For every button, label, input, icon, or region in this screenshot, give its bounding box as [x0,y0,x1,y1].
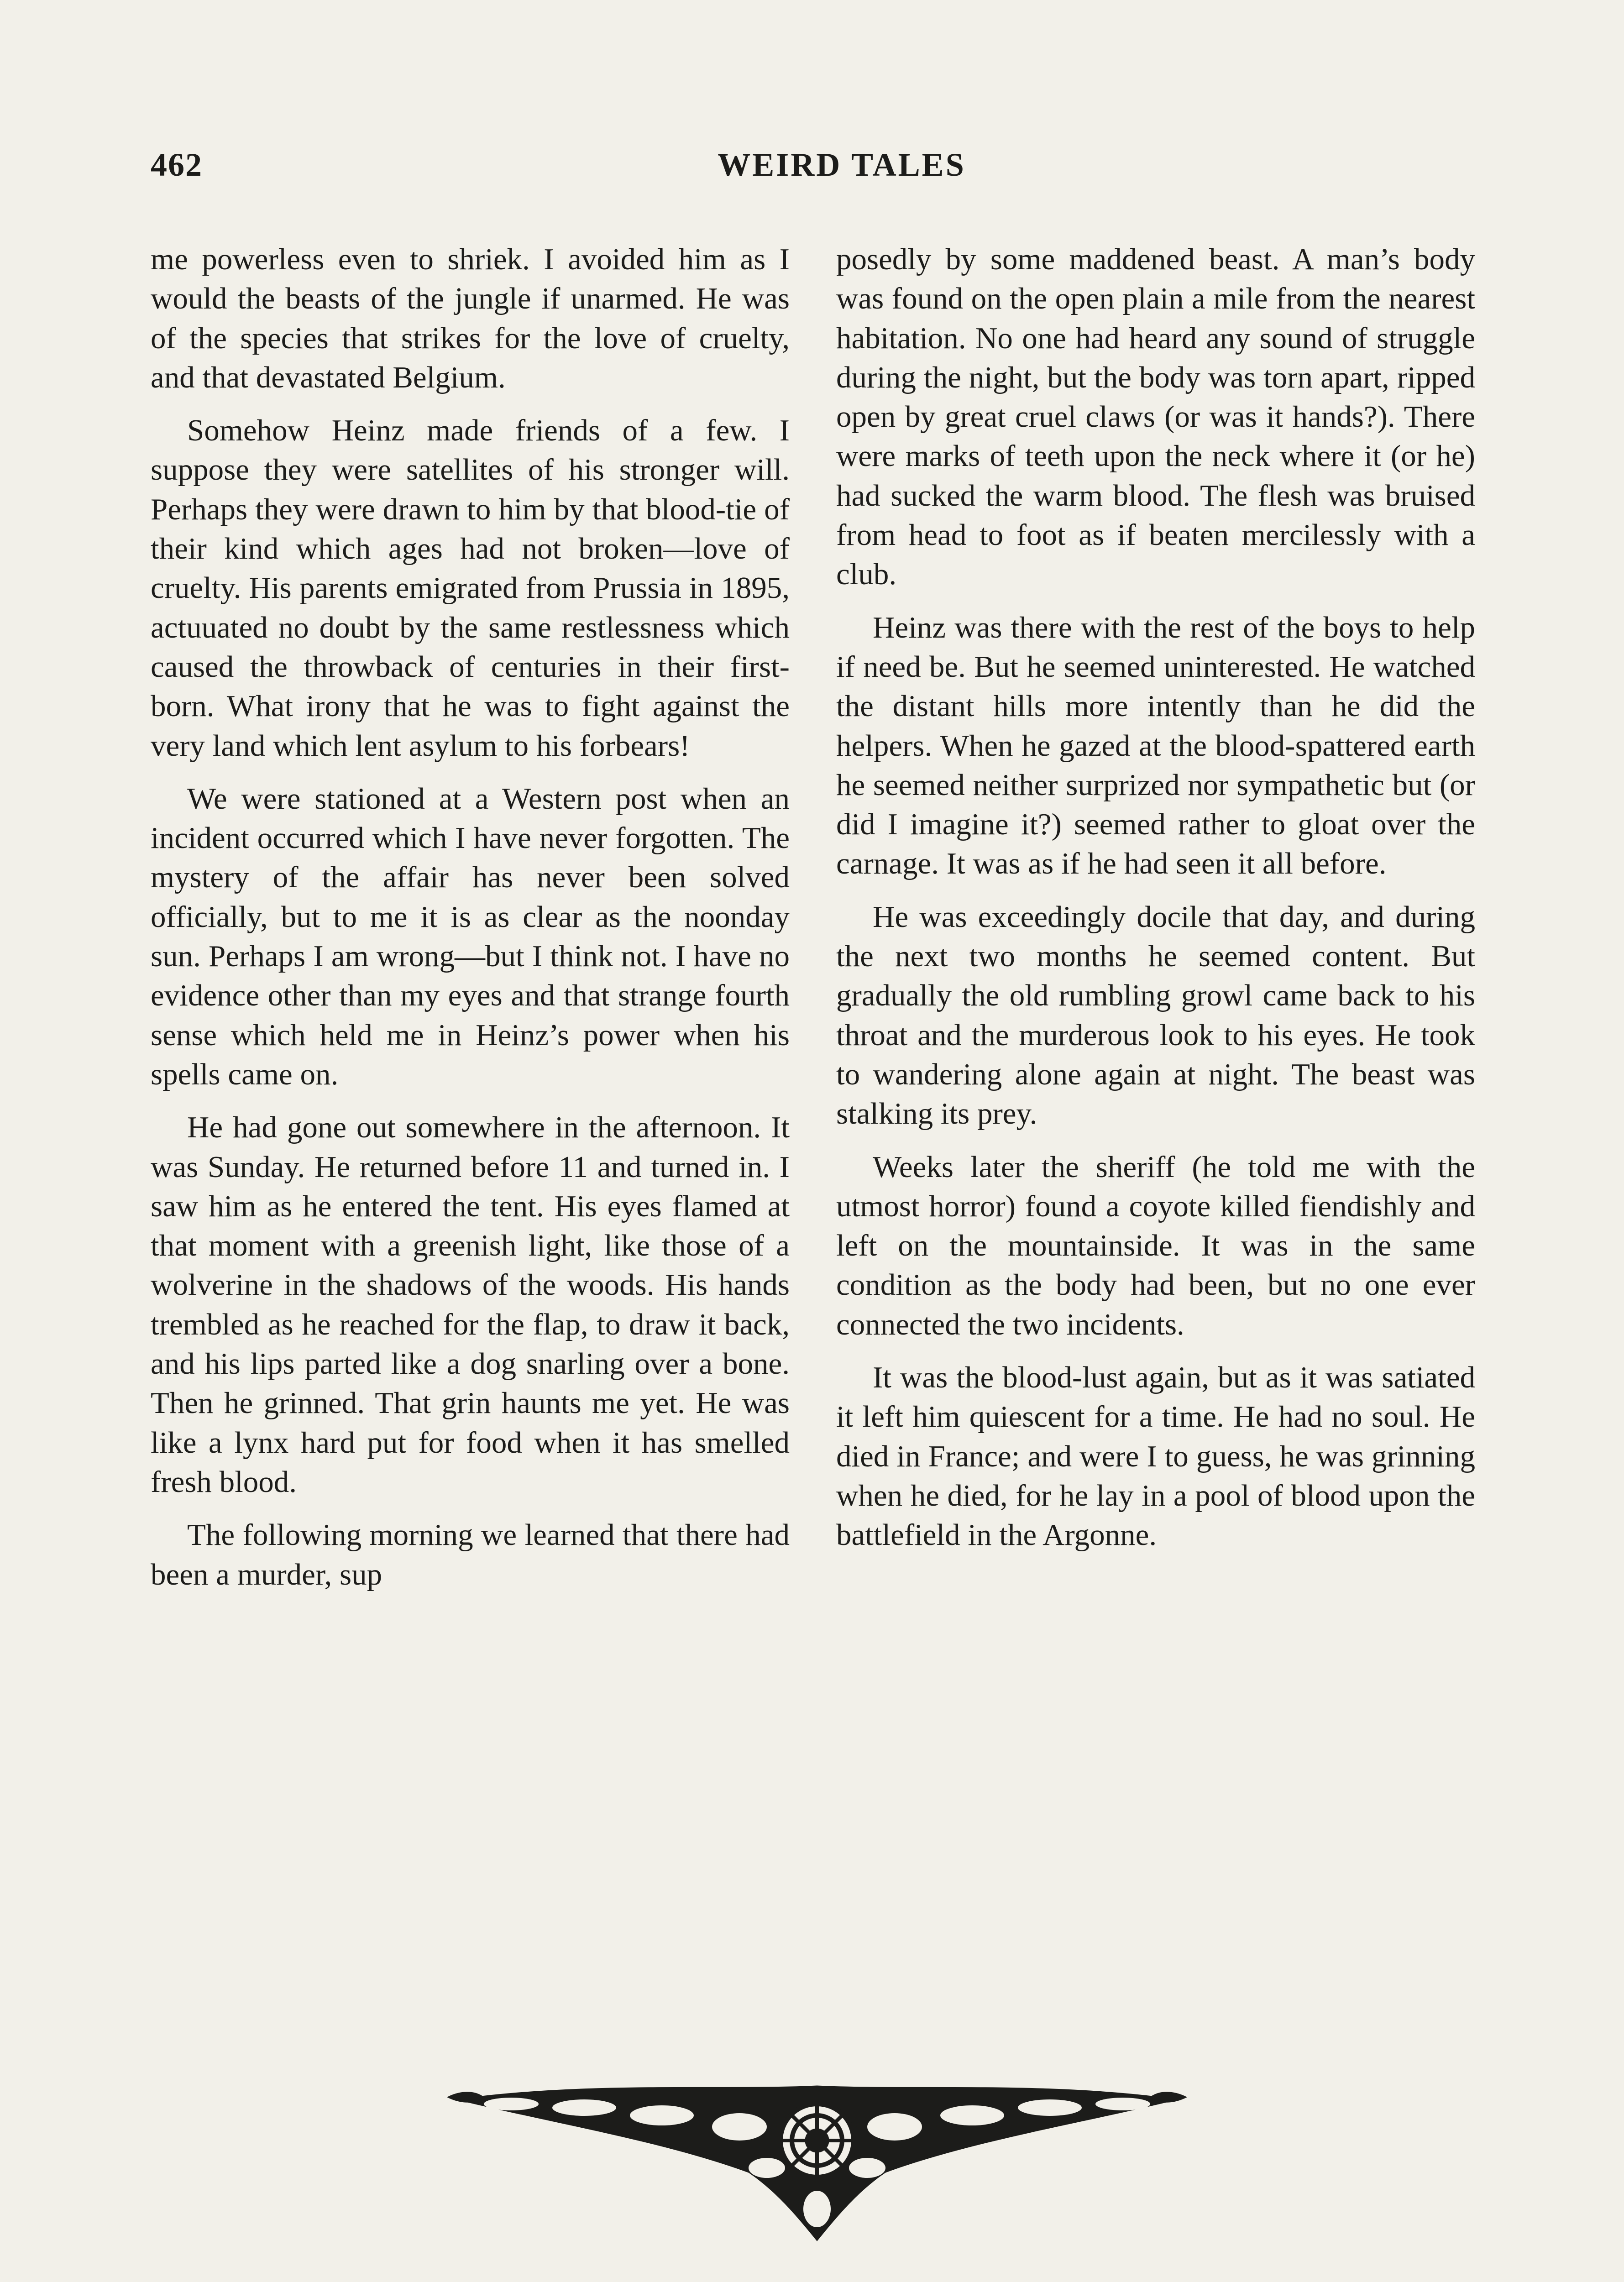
running-title: WEIRD TALES [718,147,966,183]
right-column [836,240,1475,1569]
page-number: 462 [151,147,203,183]
page-header [0,137,1624,192]
paragraph: Weeks later the sheriff (he told me with the utmost horror) found a coyote killed fiendishly and left on the mountainside. It was in the same condition as the body had been, but no one ever connected the two incidents. [836,1150,1475,1341]
paragraph: Heinz was there with the rest of the boys to help if need be. But he seemed uninterested. He watched the distant hills more intently than he did the helpers. When he gazed at the blood-spattered earth he seemed neither surprized nor sympathetic but (or did I imagine it?) seemed rather to gloat over the carnage. It was as if he had seen it all before. [836,610,1475,881]
paragraph: It was the blood-lust again, but as it was satiated it left him quiescent for a time. He had no soul. He died in France; and were I to guess, he was grinning when he died, for he lay in a pool of blood upon the battlefield in the Argonne. [836,1361,1475,1552]
paragraph: me powerless even to shriek. I avoided him as I would the beasts of the jungle if unarmed. He was of the species that strikes for the love of cruelty, and that devastated Belgium. [151,242,790,394]
paragraph: He was exceedingly docile that day, and during the next two months he seemed content. But gradually the old rumbling growl came back to his throat and the murderous look to his eyes. He took to wandering alone again at night. The beast was stalking its prey. [836,900,1475,1131]
left-column [151,240,790,1608]
paragraph: The following morning we learned that there had been a murder, sup [151,1518,790,1591]
paragraph: posedly by some maddened beast. A man’s body was found on the open plain a mile from the nearest habitation. No one had heard any sound of struggle during the night, but the body was torn apart, ripped open by great cruel claws (or was it hands?). There were marks of teeth upon the neck where it (or he) had sucked the warm blood. The flesh was bruised from head to foot as if beaten mercilessly with a club. [836,242,1475,591]
floral-ornament-icon [447,2072,1187,2245]
paragraph: Somehow Heinz made friends of a few. I suppose they were satellites of his stronger will. Perhaps they were drawn to him by that blood-tie of their kind which ages had not broken—love of cruelty. His parents emigrated from Prussia in 1895, actuuated no doubt by the same restlessness which caused the throwback of centuries in their first-born. What irony that he was to fight against the very land which lent asylum to his forbears! [151,413,790,763]
paragraph: We were stationed at a Western post when an incident occurred which I have never forgotten. The mystery of the affair has never been solved officially, but to me it is as clear as the noonday sun. Perhaps I am wrong—but I think not. I have no evidence other than my eyes and that strange fourth sense which held me in Heinz’s power when his spells came on. [151,781,790,1091]
paragraph: He had gone out somewhere in the afternoon. It was Sunday. He returned before 11 and turned in. I saw him as he entered the tent. His eyes flamed at that moment with a greenish light, like those of a wolverine in the shadows of the woods. His hands trembled as he reached for the flap, to draw it back, and his lips parted like a dog snarling over a bone. Then he grinned. That grin haunts me yet. He was like a lynx hard put for food when it has smelled fresh blood. [151,1110,790,1499]
